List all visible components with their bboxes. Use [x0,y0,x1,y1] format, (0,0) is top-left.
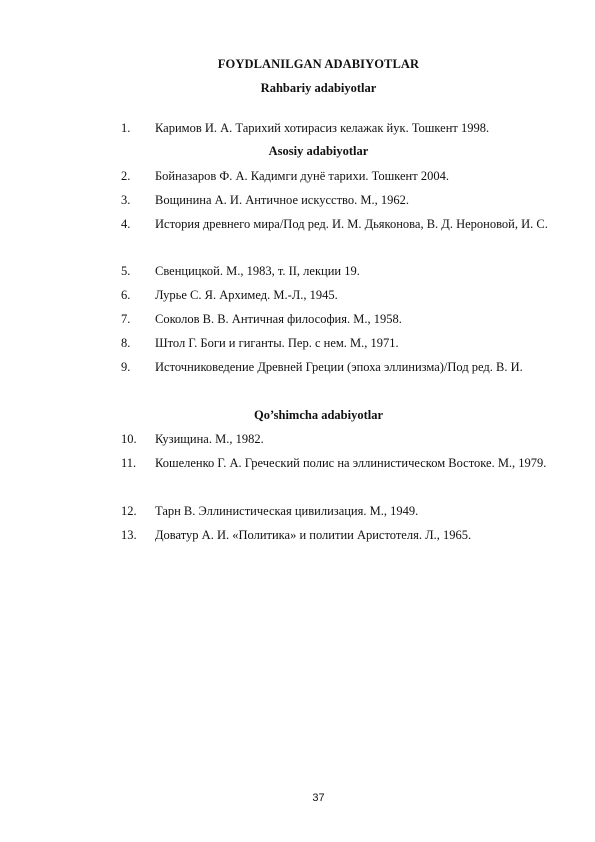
entry-number: 6. [121,288,131,302]
section-heading-main: Asosiy adabiyotlar [268,144,369,158]
bibliography-entry [85,260,554,283]
bibliography-entry [85,500,554,523]
section-heading-additional: Qo’shimcha adabiyotlar [253,408,384,422]
entry-text: Штол Г. Боги и гиганты. Пер. с нем. М., 1971. [155,336,399,350]
entry-text: Вощинина А. И. Античное искусство. М., 1962. [155,193,409,207]
entry-number: 3. [121,193,131,207]
entry-number: 2. [121,169,131,183]
entry-number: 1. [121,121,131,135]
entry-text: Бойназаров Ф. А. Кадимги дунё тарихи. Тошкент 2004. [155,169,449,183]
entry-number: 4. [121,217,131,231]
bibliography-entry [85,452,554,475]
entry-text: Свенцицкой. М., 1983, т. II, лекции 19. [155,264,360,278]
entry-number: 12. [121,504,137,518]
page-title: FOYDLANILGAN ADABIYOTLAR [217,57,420,71]
bibliography-entry [85,332,554,355]
entry-number: 5. [121,264,131,278]
entry-number: 7. [121,312,131,326]
bibliography-entry [85,213,554,236]
bibliography-entry [85,165,554,188]
entry-text: Доватур А. И. «Политика» и политии Аристотеля. Л., 1965. [155,528,472,542]
entry-number: 9. [121,360,131,374]
bibliography-entry [85,284,554,307]
bibliography-entry [85,189,554,212]
entry-text: Кузищина. М., 1982. [155,432,264,446]
entry-text: Источниковедение Древней Греции (эпоха эллинизма)/Под ред. В. И. [155,360,523,374]
entry-text: Кошеленко Г. А. Греческий полис на эллинистическом Востоке. М., 1979. [155,456,547,470]
bibliography-entry [85,524,554,547]
entry-number: 13. [121,528,137,542]
entry-number: 8. [121,336,131,350]
entry-number: 11. [121,456,137,470]
section-heading-guiding: Rahbariy adabiyotlar [260,81,377,95]
bibliography-entry [85,356,554,379]
entry-text: Каримов И. А. Тарихий хотирасиз келажак йук. Тошкент 1998. [155,121,490,135]
bibliography-entry [85,308,554,331]
entry-text: Тарн В. Эллинистическая цивилизация. М., 1949. [155,504,419,518]
entry-text: История древнего мира/Под ред. И. М. Дьяконова, В. Д. Нероновой, И. С. [155,217,548,231]
entry-number: 10. [121,432,137,446]
bibliography-entry [85,117,554,140]
entry-text: Лурье С. Я. Архимед. М.-Л., 1945. [155,288,338,302]
bibliography-entry [85,428,554,451]
entry-text: Соколов В. В. Античная философия. М., 1958. [155,312,402,326]
page-number: 37 [312,792,325,804]
